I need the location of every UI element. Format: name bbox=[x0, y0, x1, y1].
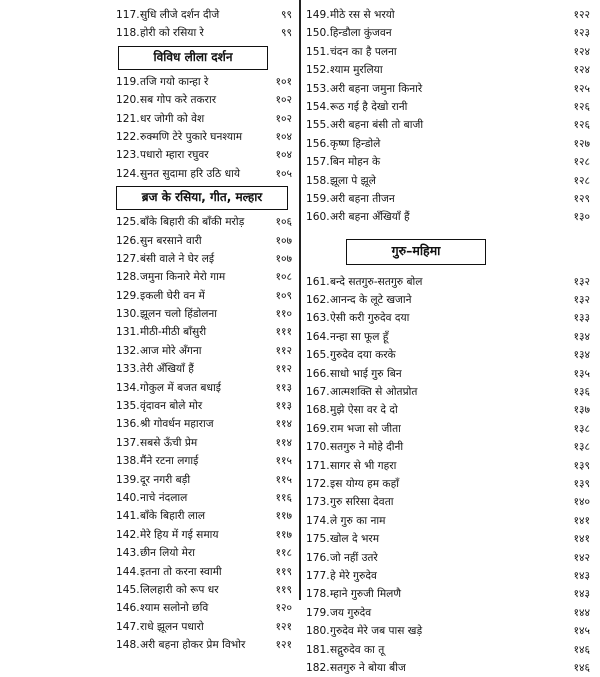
entry-number: 126. bbox=[116, 234, 140, 247]
entry-title: अरी बहना जमुना किनारे bbox=[330, 82, 423, 95]
entry-page-number: १४० bbox=[573, 496, 590, 509]
entry-title: लिलहारी को रूप धर bbox=[140, 583, 219, 596]
entry-title: बाँके बिहारी की बाँकी मरोड़ bbox=[140, 216, 245, 229]
entry-title: श्याम मुरलिया bbox=[330, 64, 383, 77]
entry-title: ले गुरु का नाम bbox=[330, 514, 386, 527]
contents-entry bbox=[116, 599, 292, 617]
entry-number: 158. bbox=[306, 174, 330, 187]
entry-page-number: १२१ bbox=[275, 620, 292, 633]
entry-title: कृष्ण हिन्डोले bbox=[330, 137, 381, 150]
contents-entry bbox=[116, 397, 292, 415]
entry-number: 179. bbox=[306, 606, 330, 619]
entry-page-number: १३५ bbox=[573, 367, 590, 380]
contents-entry bbox=[116, 213, 292, 231]
entry-number: 181. bbox=[306, 643, 330, 656]
entry-number: 165. bbox=[306, 349, 330, 362]
entry-page-number: १०८ bbox=[275, 271, 292, 284]
entry-page-number: १३८ bbox=[573, 441, 590, 454]
entry-title: मेरे हिय में गई समाय bbox=[140, 528, 219, 541]
entry-title: दूर नगरी बड़ी bbox=[140, 473, 191, 486]
entry-page-number: ११३ bbox=[275, 381, 292, 394]
entry-page-number: १०६ bbox=[275, 216, 292, 229]
entry-number: 119. bbox=[116, 75, 140, 88]
entry-title: म्हाने गुरुजी मिलणै bbox=[330, 588, 402, 601]
entry-number: 172. bbox=[306, 477, 330, 490]
entry-title: आत्मशक्ति से ओतप्रोत bbox=[330, 386, 418, 399]
entry-page-number: १३४ bbox=[573, 349, 590, 362]
contents-entry bbox=[306, 604, 590, 622]
contents-entry bbox=[116, 323, 292, 341]
entry-title: मैंने रटना लगाई bbox=[140, 455, 199, 468]
entry-page-number: १४४ bbox=[573, 606, 590, 619]
entry-number: 148. bbox=[116, 639, 140, 652]
entry-number: 168. bbox=[306, 404, 330, 417]
contents-entry bbox=[116, 110, 292, 128]
contents-entry bbox=[306, 512, 590, 530]
entry-page-number: १३२ bbox=[573, 294, 590, 307]
entry-page-number: १४३ bbox=[573, 588, 590, 601]
entry-page-number: १०७ bbox=[275, 234, 292, 247]
contents-entry bbox=[306, 328, 590, 346]
entry-page-number: १३६ bbox=[573, 386, 590, 399]
entry-page-number: ११२ bbox=[275, 344, 292, 357]
entry-number: 128. bbox=[116, 271, 140, 284]
entry-title: गुरु सरिसा देवता bbox=[330, 496, 394, 509]
entry-page-number: १२३ bbox=[573, 27, 590, 40]
entry-number: 130. bbox=[116, 308, 140, 321]
entry-page-number: ११४ bbox=[275, 418, 292, 431]
contents-entry bbox=[306, 622, 590, 640]
entry-number: 167. bbox=[306, 386, 330, 399]
contents-entry bbox=[116, 360, 292, 378]
entry-number: 146. bbox=[116, 602, 140, 615]
entry-title: सुन बरसाने वारी bbox=[140, 234, 202, 247]
entry-number: 122. bbox=[116, 130, 140, 143]
entry-number: 144. bbox=[116, 565, 140, 578]
entry-title: सब गोप करे तकरार bbox=[140, 94, 217, 107]
entry-page-number: १२४ bbox=[573, 45, 590, 58]
entry-page-number: १०४ bbox=[275, 149, 292, 162]
entry-number: 133. bbox=[116, 363, 140, 376]
entry-number: 138. bbox=[116, 455, 140, 468]
contents-entry bbox=[306, 641, 590, 659]
entry-title: गुरुदेव दया करके bbox=[330, 349, 396, 362]
contents-entry bbox=[116, 636, 292, 654]
entry-number: 180. bbox=[306, 625, 330, 638]
entry-title: सतगुरु ने मोहे दीनी bbox=[330, 441, 404, 454]
contents-entry bbox=[116, 146, 292, 164]
contents-entry bbox=[306, 190, 590, 208]
entry-title: नाचे नंदलाल bbox=[140, 491, 188, 504]
entry-page-number: ११३ bbox=[275, 400, 292, 413]
entry-page-number: ११० bbox=[275, 308, 292, 321]
entry-number: 141. bbox=[116, 510, 140, 523]
entry-page-number: ११९ bbox=[275, 583, 292, 596]
entry-title: सुनत सुदामा हरि उठि धाये bbox=[140, 167, 240, 180]
entry-title: जमुना किनारे मेरो गाम bbox=[140, 271, 226, 284]
contents-entry bbox=[306, 309, 590, 327]
contents-entry bbox=[116, 24, 292, 42]
entry-title: हे मेरे गुरुदेव bbox=[330, 569, 377, 582]
section-heading-vividh-leela: विविध लीला दर्शन bbox=[118, 46, 268, 70]
entry-number: 125. bbox=[116, 216, 140, 229]
entry-title: राधे झूलन पधारो bbox=[140, 620, 204, 633]
entry-number: 153. bbox=[306, 82, 330, 95]
entry-page-number: १३४ bbox=[573, 330, 590, 343]
contents-entry bbox=[116, 165, 292, 183]
entry-page-number: १४१ bbox=[573, 533, 590, 546]
contents-entry bbox=[116, 489, 292, 507]
entry-title: अरी बहना तीजन bbox=[330, 192, 395, 205]
contents-entry bbox=[116, 128, 292, 146]
entry-title: सबसे ऊँची प्रेम bbox=[140, 436, 198, 449]
entry-page-number: १३९ bbox=[573, 459, 590, 472]
entry-number: 163. bbox=[306, 312, 330, 325]
entry-number: 150. bbox=[306, 27, 330, 40]
entry-number: 164. bbox=[306, 330, 330, 343]
entry-title: झूला पे झूले bbox=[330, 174, 376, 187]
entry-title: मीठे रस से भरयो bbox=[330, 9, 395, 21]
entry-number: 169. bbox=[306, 422, 330, 435]
entry-number: 166. bbox=[306, 367, 330, 380]
entry-title: मीठी-मीठी बाँसुरी bbox=[140, 326, 207, 339]
entry-number: 174. bbox=[306, 514, 330, 527]
entry-number: 142. bbox=[116, 528, 140, 541]
entry-title: जय गुरुदेव bbox=[330, 606, 372, 619]
contents-entry bbox=[306, 135, 590, 153]
entry-page-number: १३७ bbox=[573, 404, 590, 417]
contents-entry bbox=[116, 342, 292, 360]
entry-number: 121. bbox=[116, 112, 140, 125]
entry-number: 170. bbox=[306, 441, 330, 454]
contents-entry bbox=[116, 526, 292, 544]
contents-entry bbox=[306, 438, 590, 456]
entry-title: अरी बहना बंसी तो बाजी bbox=[330, 119, 424, 132]
entry-title: बिन मोहन के bbox=[330, 156, 381, 169]
entry-page-number: १२१ bbox=[275, 639, 292, 652]
entry-page-number: ११२ bbox=[275, 363, 292, 376]
entry-number: 131. bbox=[116, 326, 140, 339]
entry-title: साधो भाई गुरु बिन bbox=[330, 367, 402, 380]
contents-entry bbox=[116, 452, 292, 470]
entry-page-number: १४६ bbox=[573, 643, 590, 656]
contents-entry bbox=[116, 287, 292, 305]
entry-number: 178. bbox=[306, 588, 330, 601]
entry-page-number: १२६ bbox=[573, 119, 590, 132]
entry-title: सतगुरु ने बोया बीज bbox=[330, 661, 406, 674]
contents-entry bbox=[116, 73, 292, 91]
entry-page-number: १११ bbox=[275, 326, 292, 339]
contents-entry bbox=[306, 98, 590, 116]
entry-number: 137. bbox=[116, 436, 140, 449]
entry-page-number: १२५ bbox=[573, 82, 590, 95]
entry-page-number: १२७ bbox=[573, 137, 590, 150]
entry-title: तजि गयो कान्हा रे bbox=[140, 75, 209, 88]
entry-number: 160. bbox=[306, 211, 330, 224]
contents-entry bbox=[306, 153, 590, 171]
entry-title: तेरी अँखियाँ हैं bbox=[140, 363, 194, 376]
entry-title: गोकुल में बजत बधाई bbox=[140, 381, 221, 394]
entry-page-number: १२४ bbox=[573, 64, 590, 77]
entry-page-number: १३२ bbox=[573, 275, 590, 288]
entry-page-number: १०२ bbox=[275, 94, 292, 107]
entry-page-number: १३९ bbox=[573, 477, 590, 490]
contents-entry bbox=[116, 544, 292, 562]
contents-entry bbox=[306, 659, 590, 677]
contents-entry bbox=[306, 493, 590, 511]
entry-title: राम भजा सो जीता bbox=[330, 422, 401, 435]
entry-title: नन्हा सा फूल हूँ bbox=[330, 330, 389, 343]
entry-page-number: ११५ bbox=[275, 455, 292, 468]
entry-page-number: १०९ bbox=[275, 289, 292, 302]
entry-page-number: १०४ bbox=[275, 130, 292, 143]
entry-title: पधारो म्हारा रघुवर bbox=[140, 149, 209, 162]
entry-title: छीन लियो मेरा bbox=[140, 547, 196, 560]
entry-page-number: १०१ bbox=[275, 75, 292, 88]
entry-title: आज मोरे अँगना bbox=[140, 344, 202, 357]
entry-number: 162. bbox=[306, 294, 330, 307]
entry-number: 176. bbox=[306, 551, 330, 564]
entry-number: 127. bbox=[116, 252, 140, 265]
contents-entry bbox=[306, 291, 590, 309]
right-column bbox=[306, 6, 592, 677]
contents-entry bbox=[116, 434, 292, 452]
entry-title: रुक्मणि टेरे पुकारे घनश्याम bbox=[140, 130, 243, 143]
entry-title: अरी बहना होकर प्रेम विभोर bbox=[140, 639, 246, 652]
entry-number: 155. bbox=[306, 119, 330, 132]
entry-title: हिन्डौला कुंजवन bbox=[330, 27, 392, 40]
contents-entry bbox=[116, 268, 292, 286]
entry-number: 161. bbox=[306, 275, 330, 288]
contents-entry bbox=[306, 273, 590, 291]
contents-entry bbox=[306, 585, 590, 603]
entry-page-number: १३८ bbox=[573, 422, 590, 435]
contents-entry bbox=[306, 549, 590, 567]
entry-number: 123. bbox=[116, 149, 140, 162]
column-divider bbox=[299, 0, 301, 600]
contents-entry bbox=[306, 43, 590, 61]
entry-title: वृंदावन बोले मोर bbox=[140, 400, 203, 413]
entry-number: 182. bbox=[306, 661, 330, 674]
contents-entry bbox=[306, 567, 590, 585]
entry-page-number: १४१ bbox=[573, 514, 590, 527]
entry-page-number: १२६ bbox=[573, 100, 590, 113]
entry-number: 134. bbox=[116, 381, 140, 394]
entry-title: धर जोगी को वेश bbox=[140, 112, 205, 125]
entry-number: 136. bbox=[116, 418, 140, 431]
entry-title: श्याम सलोनो छवि bbox=[140, 602, 209, 615]
contents-entry bbox=[306, 80, 590, 98]
entry-title: अरी बहना अँखियाँ हैं bbox=[330, 211, 410, 224]
entry-page-number: १०७ bbox=[275, 252, 292, 265]
contents-entry bbox=[306, 61, 590, 79]
entry-title: बाँके बिहारी लाल bbox=[140, 510, 206, 523]
entry-number: 147. bbox=[116, 620, 140, 633]
contents-entry bbox=[116, 232, 292, 250]
entry-page-number: ९९ bbox=[280, 27, 292, 40]
entry-number: 156. bbox=[306, 137, 330, 150]
entry-number: 118. bbox=[116, 27, 140, 40]
contents-entry bbox=[306, 208, 590, 226]
entry-number: 171. bbox=[306, 459, 330, 472]
entry-number: 124. bbox=[116, 167, 140, 180]
entry-number: 149. bbox=[306, 9, 330, 21]
entry-title: मुझे ऐसा वर दे दो bbox=[330, 404, 398, 417]
contents-entry bbox=[306, 420, 590, 438]
entry-page-number: ११७ bbox=[275, 528, 292, 541]
contents-entry bbox=[116, 507, 292, 525]
entry-title: होरी को रसिया रे bbox=[140, 27, 204, 40]
entry-title: इस योग्य हम कहाँ bbox=[330, 477, 399, 490]
entry-page-number: १३३ bbox=[573, 312, 590, 325]
entry-title: रूठ गई है देखो रानी bbox=[330, 100, 408, 113]
entry-number: 177. bbox=[306, 569, 330, 582]
contents-entry bbox=[306, 457, 590, 475]
entry-page-number: ११५ bbox=[275, 473, 292, 486]
entry-title: झूलन चलो हिंडोलना bbox=[140, 308, 218, 321]
entry-number: 145. bbox=[116, 583, 140, 596]
entry-title: इतना तो करना स्वामी bbox=[140, 565, 222, 578]
contents-entry bbox=[116, 6, 292, 24]
entry-number: 139. bbox=[116, 473, 140, 486]
entry-number: 154. bbox=[306, 100, 330, 113]
entry-page-number: १२८ bbox=[573, 174, 590, 187]
entry-number: 159. bbox=[306, 192, 330, 205]
entry-number: 117. bbox=[116, 9, 140, 21]
entry-title: बंसी वाले ने घेर लई bbox=[140, 252, 215, 265]
entry-page-number: १२८ bbox=[573, 156, 590, 169]
entry-page-number: ११४ bbox=[275, 436, 292, 449]
contents-entry bbox=[306, 475, 590, 493]
entry-title: ऐसी करी गुरुदेव दया bbox=[330, 312, 410, 325]
entry-page-number: १०५ bbox=[275, 167, 292, 180]
left-column bbox=[116, 6, 294, 655]
entry-title: बन्दे सतगुरु-सतगुरु बोल bbox=[330, 275, 423, 288]
contents-entry bbox=[306, 365, 590, 383]
entry-number: 120. bbox=[116, 94, 140, 107]
entry-page-number: ११९ bbox=[275, 565, 292, 578]
contents-entry bbox=[306, 383, 590, 401]
entry-page-number: १०२ bbox=[275, 112, 292, 125]
entry-number: 152. bbox=[306, 64, 330, 77]
contents-entry bbox=[306, 530, 590, 548]
contents-entry bbox=[306, 172, 590, 190]
entry-number: 135. bbox=[116, 400, 140, 413]
entry-number: 151. bbox=[306, 45, 330, 58]
entry-number: 157. bbox=[306, 156, 330, 169]
entry-page-number: ११६ bbox=[275, 491, 292, 504]
entry-number: 143. bbox=[116, 547, 140, 560]
entry-title: आनन्द के लूटे खजाने bbox=[330, 294, 412, 307]
section-heading-guru-mahima: गुरु–महिमा bbox=[346, 239, 486, 265]
entry-number: 173. bbox=[306, 496, 330, 509]
entry-number: 132. bbox=[116, 344, 140, 357]
entry-title: जो नहीं उतरे bbox=[330, 551, 378, 564]
entry-page-number: १४३ bbox=[573, 569, 590, 582]
contents-entry bbox=[306, 116, 590, 134]
entry-title: गुरुदेव मेरे जब पास खड़े bbox=[330, 625, 423, 638]
entry-page-number: ११७ bbox=[275, 510, 292, 523]
contents-entry bbox=[116, 618, 292, 636]
entry-title: चंदन का है पलना bbox=[330, 45, 397, 58]
contents-entry bbox=[116, 250, 292, 268]
entry-number: 140. bbox=[116, 491, 140, 504]
entry-title: सागर से भी गहरा bbox=[330, 459, 397, 472]
contents-entry bbox=[306, 6, 590, 24]
entry-page-number: ९९ bbox=[280, 9, 292, 21]
section-heading-braj-rasiya: ब्रज के रसिया, गीत, मल्हार bbox=[116, 186, 288, 210]
entry-page-number: १४५ bbox=[573, 625, 590, 638]
entry-page-number: ११८ bbox=[275, 547, 292, 560]
entry-page-number: १२२ bbox=[573, 9, 590, 21]
entry-page-number: १२९ bbox=[573, 192, 590, 205]
entry-title: सुधि लीजे दर्शन दीजे bbox=[140, 9, 220, 21]
entry-title: इकली घेरी वन में bbox=[140, 289, 205, 302]
entry-number: 175. bbox=[306, 533, 330, 546]
entry-number: 129. bbox=[116, 289, 140, 302]
contents-entry bbox=[116, 91, 292, 109]
contents-entry bbox=[116, 581, 292, 599]
contents-entry bbox=[116, 471, 292, 489]
entry-title: सद्गुरुदेव का तू bbox=[330, 643, 385, 656]
entry-title: खोल दे भरम bbox=[330, 533, 380, 546]
contents-entry bbox=[116, 379, 292, 397]
contents-entry bbox=[116, 415, 292, 433]
entry-page-number: १४२ bbox=[573, 551, 590, 564]
contents-entry bbox=[116, 305, 292, 323]
entry-page-number: १२० bbox=[275, 602, 292, 615]
entry-page-number: १४६ bbox=[573, 661, 590, 674]
contents-entry bbox=[306, 346, 590, 364]
entry-title: श्री गोवर्धन महाराज bbox=[140, 418, 214, 431]
entry-page-number: १३० bbox=[573, 211, 590, 224]
contents-entry bbox=[306, 24, 590, 42]
contents-entry bbox=[116, 563, 292, 581]
contents-entry bbox=[306, 401, 590, 419]
